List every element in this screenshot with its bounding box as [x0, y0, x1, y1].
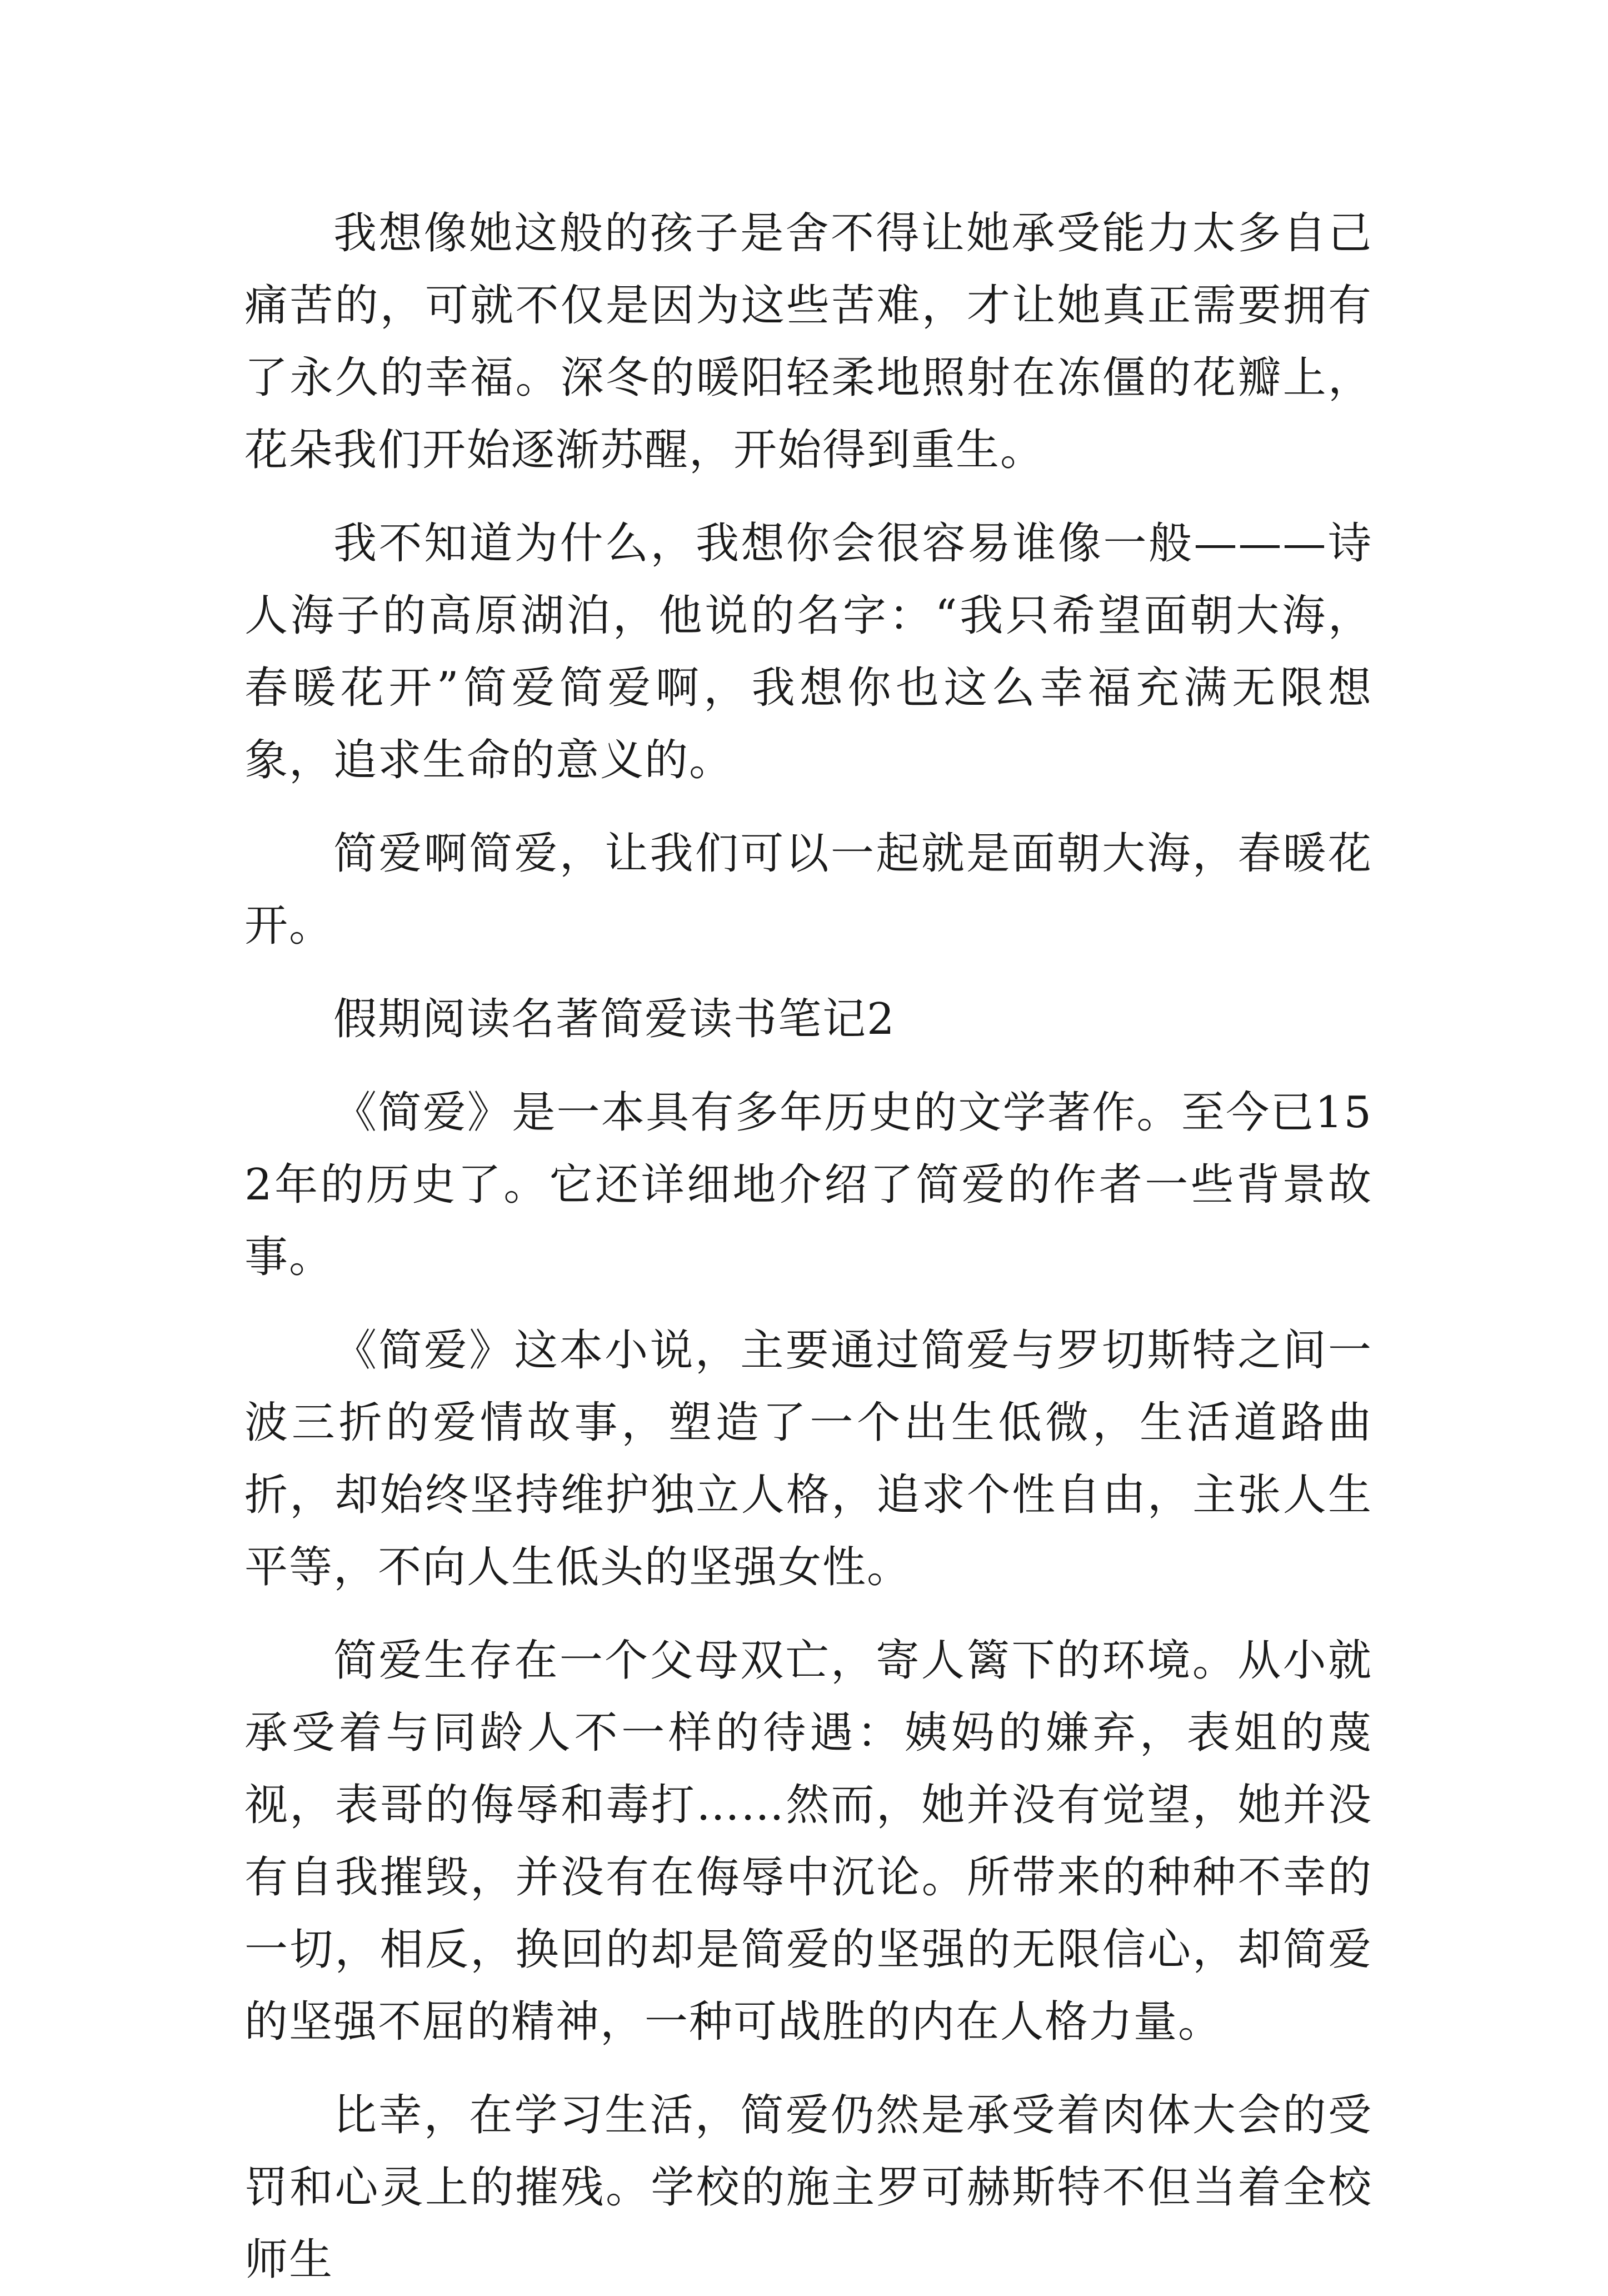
paragraph-8: 比幸，在学习生活，简爱仍然是承受着肉体大会的受罚和心灵上的摧残。学校的施主罗可赫斯特不但当着全校师生 [244, 2090, 1372, 2285]
paragraph-1: 我想像她这般的孩子是舍不得让她承受能力太多自己痛苦的，可就不仅是因为这些苦难，才让她真正需要拥有了永久的幸福。深冬的暖阳轻柔地照射在冻僵的花瓣上，花朵我们开始逐渐苏醒，开始得到重生。 [244, 208, 1372, 475]
paragraph-3: 简爱啊简爱，让我们可以一起就是面朝大海，春暖花开。 [244, 829, 1372, 951]
paragraph-5: 《简爱》是一本具有多年历史的文学著作。至今已152年的历史了。它还详细地介绍了简爱的作者一些背景故事。 [244, 1088, 1372, 1282]
section-heading: 假期阅读名著简爱读书笔记2 [333, 994, 896, 1044]
paragraph-2: 我不知道为什么，我想你会很容易谁像一般———诗人海子的高原湖泊，他说的名字：“我只希望面朝大海，春暖花开”简爱简爱啊，我想你也这么幸福充满无限想象，追求生命的意义的。 [244, 519, 1372, 785]
paragraph-6: 《简爱》这本小说，主要通过简爱与罗切斯特之间一波三折的爱情故事，塑造了一个出生低微，生活道路曲折，却始终坚持维护独立人格，追求个性自由，主张人生平等，不向人生低头的坚强女性。 [244, 1326, 1372, 1592]
document-body [244, 197, 1372, 2296]
paragraph-7: 简爱生存在一个父母双亡，寄人篱下的环境。从小就承受着与同龄人不一样的待遇：姨妈的嫌弃，表姐的蔑视，表哥的侮辱和毒打……然而，她并没有觉望，她并没有自我摧毁，并没有在侮辱中沉论。所带来的种种不幸的一切，相反，换回的却是简爱的坚强的无限信心，却简爱的坚强不屈的精神，一种可战胜的内在人格力量。 [244, 1636, 1372, 2047]
